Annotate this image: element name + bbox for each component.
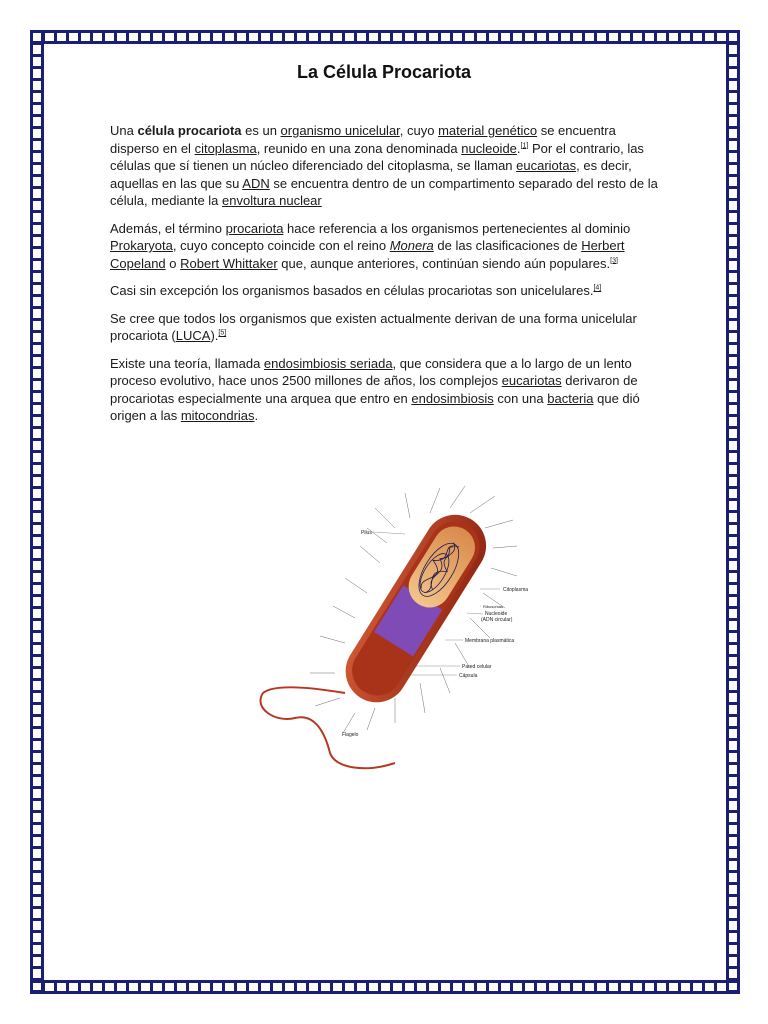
footnote-ref-3[interactable]: [3] [610,257,618,265]
bold-term: célula procariota [137,123,242,138]
link-luca[interactable]: LUCA [175,328,211,343]
link-robert-whittaker[interactable]: Robert Whittaker [180,255,278,271]
link-prokaryota[interactable]: Prokaryota [110,238,173,253]
link-bacteria[interactable]: bacteria [547,390,594,406]
link-nucleoide[interactable]: nucleoide [461,140,517,156]
text: que, aunque anteriores, continúan siendo aún populares. [277,255,611,271]
text: , es decir, aquellas en las que su [110,158,632,191]
link-organismo-unicelular[interactable]: organismo unicelular [280,123,400,138]
label-pilus: Pilus [361,530,372,536]
text: con una [493,390,548,406]
footnote-ref-1[interactable]: [1] [520,142,529,150]
text: , cuyo [399,123,439,138]
text: ). [210,328,219,343]
link-monera[interactable]: Monera [389,238,434,253]
link-endosimbiosis-seriada[interactable]: endosimbiosis seriada [263,355,393,371]
footnote-ref-4[interactable]: [4] [593,284,602,292]
label-capsula: Cápsula [459,673,478,679]
label-nucleoide: Nucleoide [485,611,508,617]
paragraph-1 [110,122,658,210]
link-material-genetico[interactable]: material genético [438,123,538,138]
text: Se cree que todos los organismos que existen actualmente derivan de una forma unicelular procariota ( [110,310,637,343]
text: Una [110,123,138,138]
link-eucariotas[interactable]: eucariotas [501,373,562,388]
text: hace referencia a los organismos pertenecientes al dominio [283,220,631,236]
footnote-ref-5[interactable]: [5] [218,329,227,337]
paragraph-3 [110,282,658,300]
text: , cuyo concepto coincide con el reino [172,238,390,253]
cell-illustration [255,468,555,778]
text: Además, el término [110,220,226,236]
link-citoplasma[interactable]: citoplasma [194,140,257,156]
paragraph-2 [110,220,658,273]
decorative-border-left [30,30,44,994]
decorative-border-top [30,30,740,44]
text: que dió origen a las [110,390,640,423]
decorative-border-bottom [30,980,740,994]
link-endosimbiosis[interactable]: endosimbiosis [411,390,494,406]
label-citoplasma: Citoplasma [503,587,529,593]
link-envoltura-nuclear[interactable]: envoltura nuclear [222,193,322,208]
text: , que considera que a lo largo de un lento proceso evolutivo, hace unos 2500 millones de años, los complejos [110,355,632,388]
label-membrana: Membrana plasmática [465,638,515,644]
text: , reunido en una zona denominada [256,140,462,156]
prokaryotic-cell-diagram [255,468,555,778]
paragraph-4 [110,310,658,345]
document-body [110,122,658,435]
text: Existe una teoría, llamada [110,355,264,371]
text: . [254,408,259,423]
label-pared: Pared celular [462,664,492,670]
link-adn[interactable]: ADN [242,175,270,191]
text: es un [241,123,281,138]
page-title: La Célula Procariota [296,62,472,82]
text: de las clasificaciones de [433,238,582,253]
text: Casi sin excepción los organismos basados en células procariotas son unicelulares. [110,283,594,298]
text: . [516,140,521,156]
label-adn-circular: (ADN circular) [481,617,513,623]
text: o [165,255,181,271]
paragraph-5 [110,355,658,425]
label-flagelo: Flagelo [342,732,359,738]
link-eucariotas[interactable]: eucariotas [516,158,577,173]
text: se encuentra disperso en el [110,123,616,156]
cell-body [334,503,498,714]
label-ribosomas: Ribosomas [483,604,504,609]
decorative-border-right [726,30,740,994]
text: se encuentra dentro de un compartimento separado del resto de la célula, mediante la [110,175,658,208]
text: derivaron de procariotas especialmente una arquea que entro en [110,373,638,406]
link-herbert-copeland[interactable]: Herbert Copeland [110,238,625,271]
link-mitocondrias[interactable]: mitocondrias [180,408,255,423]
text: Por el contrario, las células que sí tienen un núcleo diferenciado del citoplasma, se llaman [110,140,644,173]
link-procariota[interactable]: procariota [225,220,284,236]
